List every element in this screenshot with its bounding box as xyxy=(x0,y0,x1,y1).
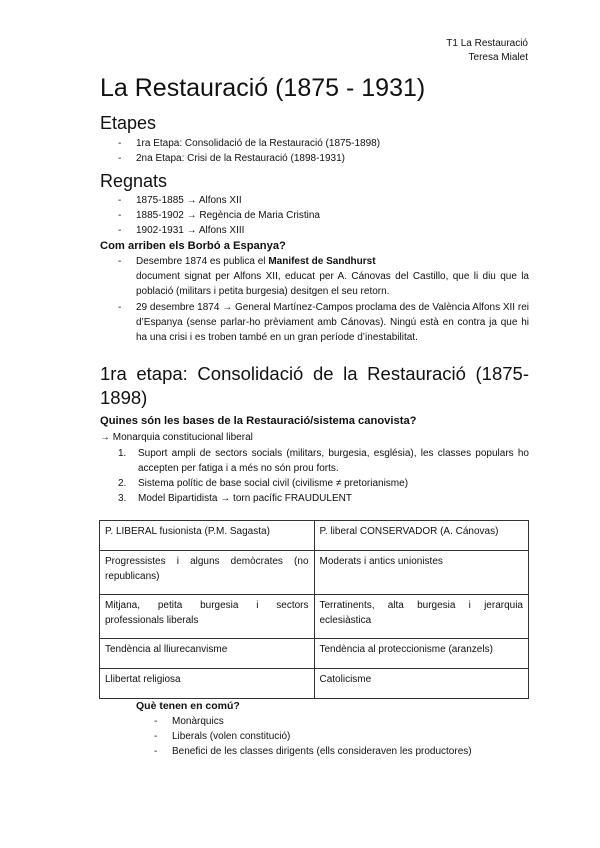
manifest-title: Manifest de Sandhurst xyxy=(268,256,376,267)
table-cell: P. LIBERAL fusionista (P.M. Sagasta) xyxy=(100,521,315,551)
list-item: - Liberals (volen constitució) xyxy=(154,729,529,744)
table-cell: Llibertat religiosa xyxy=(100,669,315,699)
table-row xyxy=(100,521,529,551)
page-title: La Restauració (1875 - 1931) xyxy=(100,74,426,102)
list-item: - 1875-1885 → Alfons XII xyxy=(118,193,529,208)
author-label: Teresa Mialet xyxy=(468,52,528,63)
bases-heading: Quines són les bases de la Restauració/sistema canovista? xyxy=(100,415,417,427)
table-cell: P. liberal CONSERVADOR (A. Cánovas) xyxy=(314,521,529,551)
table-row xyxy=(100,551,529,595)
etapes-list xyxy=(118,136,529,166)
table-cell: Moderats i antics unionistes xyxy=(314,551,529,595)
comu-list xyxy=(154,714,529,759)
table-row xyxy=(100,669,529,699)
table-cell: Mitjana, petita burgesia i sectors professionals liberals xyxy=(100,595,315,639)
etapa1-heading: 1ra etapa: Consolidació de la Restauració (1875-1898) xyxy=(100,363,529,408)
borbo-item1-rest: document signat per Alfons XII, educat per A. Cánovas del Castillo, que li diu que la població (militars i petita burgesia) desitgen el seu retorn. xyxy=(136,271,529,298)
list-item: - 29 desembre 1874 → General Martínez-Campos proclama des de València Alfons XII rei d’Espanya (sense parlar-ho prèviament amb Cánovas). Ningú està en contra ja que hi ha una crisi i es troben també en un gran període d’inestabilitat. xyxy=(118,300,529,346)
table-row xyxy=(100,595,529,639)
list-item: - Benefici de les classes dirigents (ells consideraven les productores) xyxy=(154,744,529,759)
table-cell: Tendència al proteccionisme (aranzels) xyxy=(314,639,529,669)
list-item: - 2na Etapa: Crisi de la Restauració (1898-1931) xyxy=(118,151,529,166)
regnats-list xyxy=(118,193,529,238)
parties-table xyxy=(99,520,529,699)
comu-heading: Què tenen en comú? xyxy=(136,700,240,712)
list-item: 2. Sistema polític de base social civil (civilisme ≠ pretorianisme) xyxy=(118,478,409,489)
list-item: 3. Model Bipartidista → torn pacífic FRAUDULENT xyxy=(118,493,352,504)
table-row xyxy=(100,639,529,669)
page-header xyxy=(446,37,528,65)
table-cell: Progressistes i alguns demòcrates (no republicans) xyxy=(100,551,315,595)
list-item xyxy=(118,254,529,300)
borbo-list xyxy=(118,254,529,345)
etapes-heading: Etapes xyxy=(100,113,157,133)
list-item: - Monàrquics xyxy=(154,714,529,729)
list-item: 1. Suport ampli de sectors socials (militars, burgesia, església), les classes populars ho accepten per fatiga i a més no són prou forts. xyxy=(118,448,529,474)
table-cell: Terratinents, alta burgesia i jerarquia eclesiàstica xyxy=(314,595,529,639)
borbo-heading: Com arriben els Borbó a Espanya? xyxy=(100,240,286,252)
list-item: - 1902-1931 → Alfons XIII xyxy=(118,223,529,238)
list-item: - 1885-1902 → Regència de Maria Cristina xyxy=(118,208,529,223)
borbo-item1-prefix: Desembre 1874 es publica el xyxy=(136,256,269,267)
table-cell: Tendència al lliurecanvisme xyxy=(100,639,315,669)
bases-list xyxy=(118,446,529,506)
regnats-heading: Regnats xyxy=(100,171,168,191)
table-cell: Catolicisme xyxy=(314,669,529,699)
list-item: - 1ra Etapa: Consolidació de la Restauració (1875-1898) xyxy=(118,136,529,151)
course-label: T1 La Restauració xyxy=(446,38,528,49)
monarquia-line: → Monarquia constitucional liberal xyxy=(100,432,253,443)
